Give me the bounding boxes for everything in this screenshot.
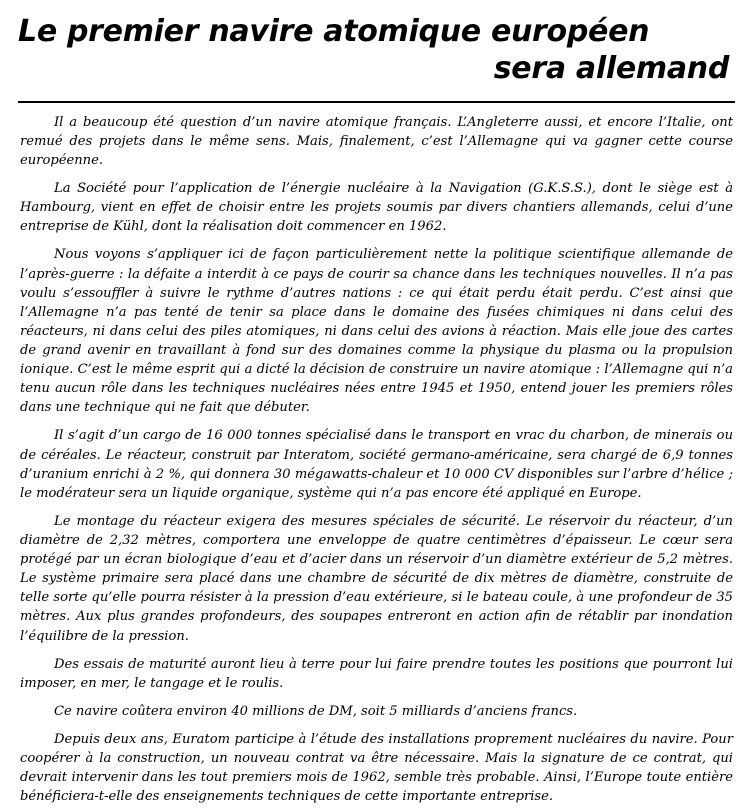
paragraph: Il a beaucoup été question d’un navire atomique français. L’Angleterre aussi, et encore l’Italie, ont remué des projets dans le même sens. Mais, finalement, c’est l’Allemagne qui va gagner cette course européenne.	[20, 114, 733, 168]
title-line-secondary: sera allemand	[493, 51, 729, 87]
paragraph: Il s’agit d’un cargo de 16 000 tonnes spécialisé dans le transport en vrac du charbon, de minerais ou de céréales. Le réacteur, construit par Interatom, société germano-américaine, sera chargé de 6,9 tonnes d’uranium enrichi à 2 %, qui donnera 30 mégawatts-chaleur et 10 000 CV disponibles sur l’arbre d’hélice ; le modérateur sera un liquide organique, système qui n’a pas encore été appliqué en Europe.	[20, 428, 733, 501]
article-title	[14, 14, 739, 87]
paragraph: Des essais de maturité auront lieu à terre pour lui faire prendre toutes les positions que pourront lui imposer, en mer, le tangage et le roulis.	[20, 656, 733, 691]
article-body	[14, 113, 739, 807]
title-divider	[18, 101, 735, 103]
paragraph: Depuis deux ans, Euratom participe à l’étude des installations proprement nucléaires du navire. Pour coopérer à la construction, un nouveau contrat va être nécessaire. Mais la signature de ce contrat, qui devrait intervenir dans les tout premiers mois de 1962, semble très probable. Ainsi, l’Europe toute entière bénéficiera-t-elle des enseignements techniques de cette importante entreprise.	[20, 731, 733, 805]
paragraph: Ce navire coûtera environ 40 millions de DM, soit 5 milliards d’anciens francs.	[54, 703, 578, 719]
paragraph: Le montage du réacteur exigera des mesures spéciales de sécurité. Le réservoir du réacteur, d’un diamètre de 2,32 mètres, comportera une enveloppe de quatre centimètres d’épaisseur. Le cœur sera protégé par un écran biologique d’eau et d’acier dans un réservoir d’un diamètre extérieur de 5,2 mètres. Le système primaire sera placé dans une chambre de sécurité de dix mètres de diamètre, construite de telle sorte qu’elle pourra résister à la pression d’eau extérieure, si le bateau coule, à une profondeur de 35 mètres. Aux plus grandes profondeurs, des soupapes entreront en action afin de rétablir par inondation l’équilibre de la pression.	[20, 513, 733, 644]
title-line-primary: Le premier navire atomique européen	[18, 14, 650, 49]
paragraph: La Société pour l’application de l’énergie nucléaire à la Navigation (G.K.S.S.), dont le siège est à Hambourg, vient en effet de choisir entre les projets soumis par divers chantiers allemands, celui d’une entreprise de Kühl, dont la réalisation doit commencer en 1962.	[20, 181, 733, 235]
paragraph: Nous voyons s’appliquer ici de façon particulièrement nette la politique scientifique allemande de l’après-guerre : la défaite a interdit à ce pays de courir sa chance dans les techniques nouvelles. Il n’a pas voulu s’essouffler à suivre le rythme d’autres nations : ce qui était perdu était perdu. C’est ainsi que l’Allemagne n’a pas tenté de tenir sa place dans le domaine des fusées chimiques ni dans celui des réacteurs, ni dans celui des piles atomiques, ni dans celui des avions à réaction. Mais elle joue des cartes de grand avenir en travaillant à fond sur des domaines comme la physique du plasma ou la propulsion ionique. C’est le même esprit qui a dicté la décision de construire un navire atomique : l’Allemagne qui n’a tenu aucun rôle dans les techniques nucléaires nées entre 1945 et 1950, entend jouer les premiers rôles dans une technique qui ne fait que débuter.	[20, 247, 733, 416]
